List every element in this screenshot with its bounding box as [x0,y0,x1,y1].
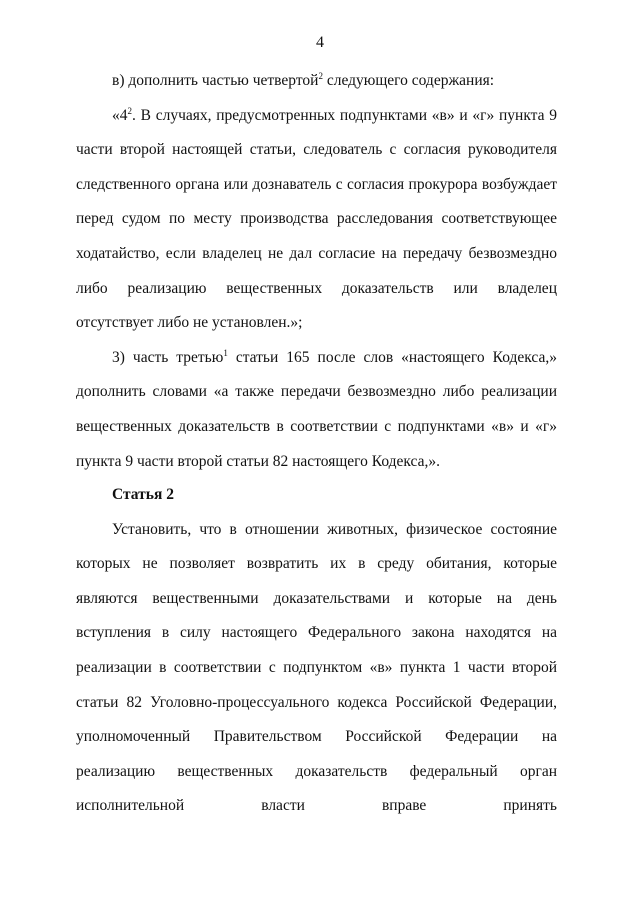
amend-b-superscript: 2 [318,71,323,81]
item3-text: 3) часть третью [112,348,224,366]
quote-superscript: 2 [127,105,132,116]
amend-b-tail: следующего содержания: [322,72,495,89]
page-number: 4 [316,34,324,51]
paragraph-item-3 [76,341,557,479]
text-amendments [76,64,557,479]
article-2-paragraph: Установить, что в отношении животных, физическое состояние которых не позволяет возвратить их в среду обитания, которые являются вещественными доказательствами и которые на день вступления в силу настоящего Федерального закона находятся на реализации в соответствии с подпунктом «в» пункта 1 части второй статьи 82 Уголовно-процессуального кодекса Российской Федерации, уполномоченный Правительством Российской Федерации на реализацию вещественных доказательств федеральный орган исполнительной власти вправе принять [76,520,557,815]
item3-tail: статьи 165 после слов «настоящего Кодекса,» дополнить словами «а также передачи безвозмездно либо реализации вещественных доказательств в соответствии с подпунктами «в» и «г» пункта 9 части второй статьи 82 настоящего Кодекса,». [76,348,557,470]
text-article-2 [76,478,557,824]
paragraph-quote [76,99,557,341]
quote-text: . В случаях, предусмотренных подпунктами «в» и «г» пункта 9 части второй настоящей статьи, следователь с согласия руководителя следственного органа или дознаватель с согласия прокурора возбуждает перед судом по месту производства расследования соответствующее ходатайство, если владелец не дал согласие на передачу безвозмездно либо реализацию вещественных доказательств или владелец отсутствует либо не установлен.»; [76,106,557,332]
quote-open: «4 [112,106,128,124]
item3-superscript: 1 [223,347,228,358]
paragraph-amend-b [76,64,557,99]
amend-b-text: в) дополнить частью четвертой [112,72,319,89]
article-2-heading: Статья 2 [112,486,174,503]
